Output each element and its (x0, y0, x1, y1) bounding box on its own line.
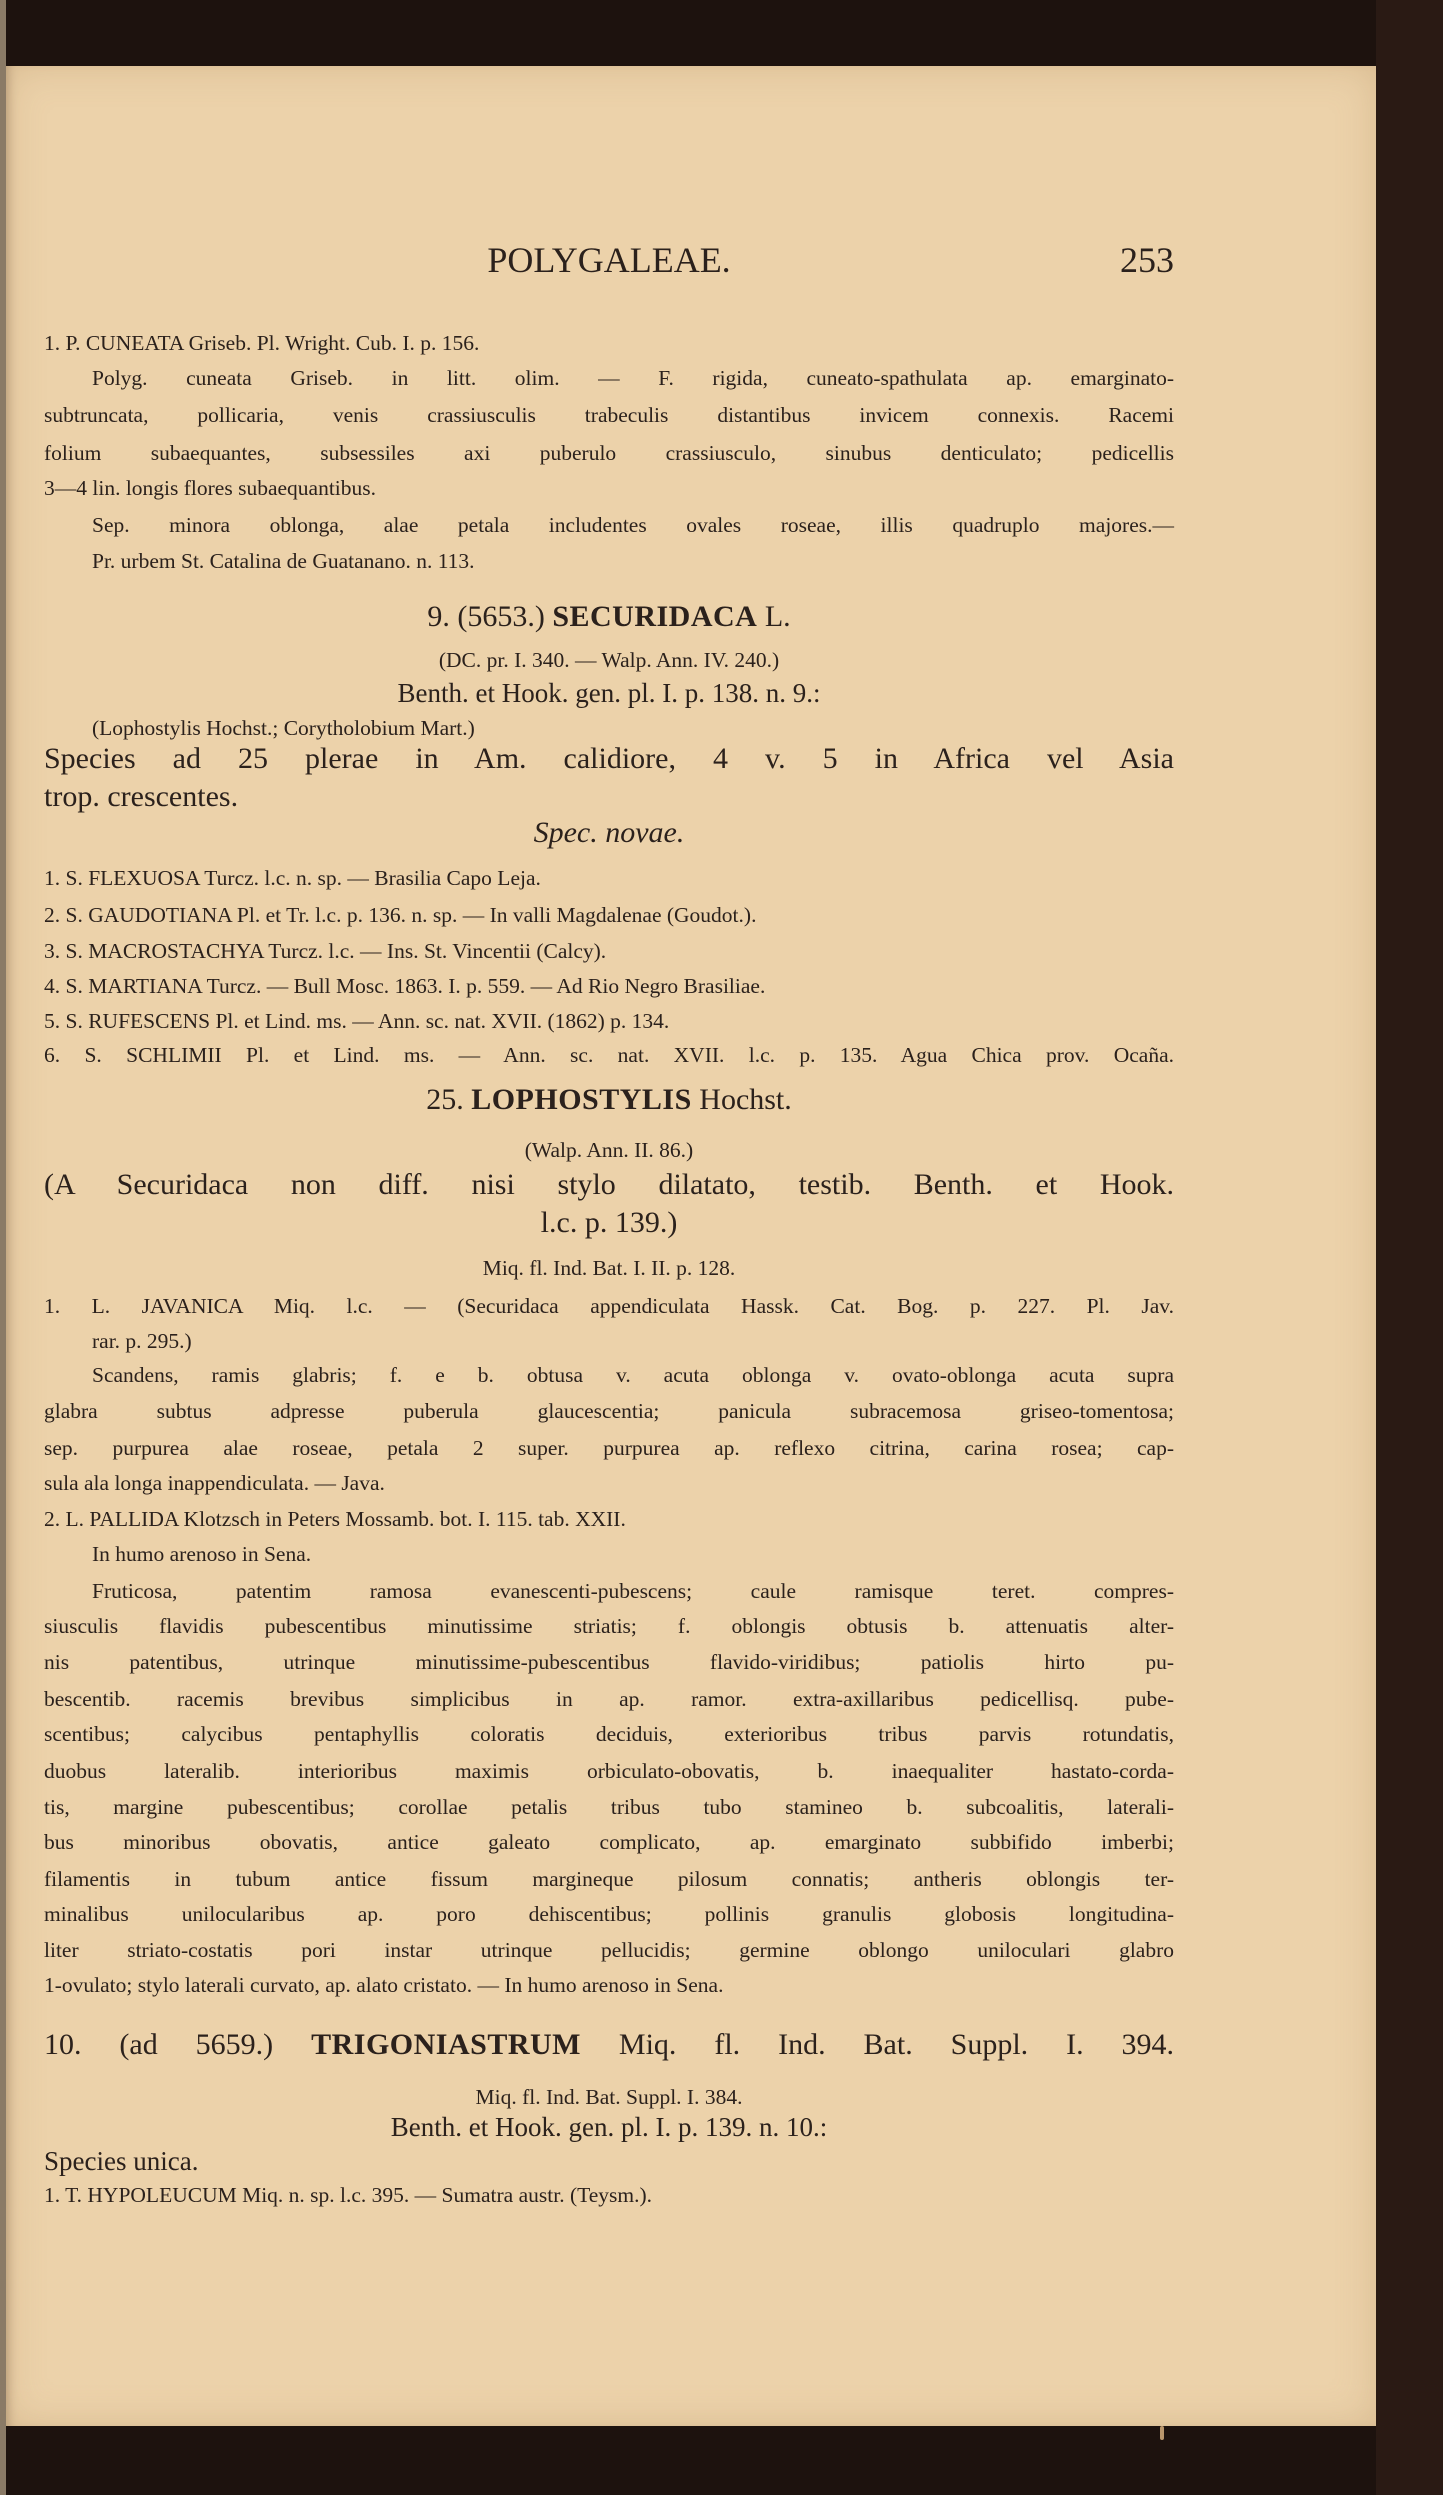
page-number: 253 (1120, 240, 1174, 280)
text-line: duobus lateralib. interioribus maximis orbiculato-obovatis, b. inaequaliter hastato-corda- (44, 1759, 1174, 1783)
text-line: Spec. novae. (533, 816, 685, 849)
text-line: (Walp. Ann. II. 86.) (524, 1138, 694, 1162)
text-line: Scandens, ramis glabris; f. e b. obtusa v. acuta oblonga v. ovato-oblonga acuta supra (92, 1363, 1174, 1387)
text-line: bus minoribus obovatis, antice galeato complicato, ap. emarginato subbifido imberbi; (44, 1830, 1174, 1854)
genus-name: LOPHOSTYLIS (471, 1083, 692, 1116)
heading-part: L. (757, 600, 791, 633)
text-line: 5. S. RUFESCENS Pl. et Lind. ms. — Ann. sc. nat. XVII. (1862) p. 134. (44, 1009, 670, 1033)
text-line: 1. P. CUNEATA Griseb. Pl. Wright. Cub. I. p. 156. (44, 331, 480, 355)
text-line: Miq. fl. Ind. Bat. Suppl. I. 384. (475, 2085, 743, 2109)
running-title: POLYGALEAE. (487, 240, 731, 280)
text-line: 3—4 lin. longis flores subaequantibus. (44, 476, 377, 500)
text-line: 1. T. HYPOLEUCUM Miq. n. sp. l.c. 395. — Sumatra austr. (Teysm.). (44, 2183, 653, 2207)
text-line: 3. S. MACROSTACHYA Turcz. l.c. — Ins. St. Vincentii (Calcy). (44, 939, 607, 963)
text-line: filamentis in tubum antice fissum margineque pilosum connatis; antheris oblongis ter- (44, 1867, 1174, 1891)
genus-name: SECURIDACA (552, 600, 758, 633)
text-line: Species ad 25 plerae in Am. calidiore, 4 v. 5 in Africa vel Asia (44, 742, 1174, 775)
text-line: Pr. urbem St. Catalina de Guatanano. n. 113. (92, 549, 475, 573)
text-line: glabra subtus adpresse puberula glaucescentia; panicula subracemosa griseo-tomentosa; (44, 1399, 1174, 1423)
text-line: In humo arenoso in Sena. (92, 1542, 312, 1566)
text-line: 4. S. MARTIANA Turcz. — Bull Mosc. 1863. I. p. 559. — Ad Rio Negro Brasiliae. (44, 974, 766, 998)
text-line: sep. purpurea alae roseae, petala 2 super. purpurea ap. reflexo citrina, carina rosea; cap- (44, 1436, 1174, 1460)
text-line: rar. p. 295.) (92, 1329, 192, 1353)
text-line: Sep. minora oblonga, alae petala includentes ovales roseae, illis quadruplo majores.— (92, 513, 1174, 537)
text-line: subtruncata, pollicaria, venis crassiusculis trabeculis distantibus invicem connexis. Racemi (44, 403, 1174, 427)
heading-part: Miq. fl. Ind. Bat. Suppl. I. 394. (580, 2028, 1175, 2061)
text-line: 6. S. SCHLIMII Pl. et Lind. ms. — Ann. sc. nat. XVII. l.c. p. 135. Agua Chica prov. Ocaña. (44, 1043, 1174, 1067)
heading-part: 9. (5653.) (427, 600, 553, 633)
text-line: Fruticosa, patentim ramosa evanescenti-pubescens; caule ramisque teret. compres- (92, 1579, 1174, 1603)
text-line: Benth. et Hook. gen. pl. I. p. 138. n. 9.: (397, 678, 821, 708)
text-line: Polyg. cuneata Griseb. in litt. olim. — F. rigida, cuneato-spathulata ap. emarginato- (92, 366, 1174, 390)
text-line: (DC. pr. I. 340. — Walp. Ann. IV. 240.) (438, 648, 780, 672)
heading-part: 10. (ad 5659.) (44, 2028, 312, 2061)
text-line: trop. crescentes. (44, 780, 239, 813)
book-page (6, 66, 1376, 2426)
heading-part: 25. (426, 1083, 472, 1116)
text-line: l.c. p. 139.) (540, 1206, 678, 1239)
text-line: 2. S. GAUDOTIANA Pl. et Tr. l.c. p. 136. n. sp. — In valli Magdalenae (Goudot.). (44, 903, 757, 927)
text-line: Miq. fl. Ind. Bat. I. II. p. 128. (482, 1256, 736, 1280)
text-line: 1-ovulato; stylo laterali curvato, ap. alato cristato. — In humo arenoso in Sena. (44, 1973, 724, 1997)
text-line: 1. L. JAVANICA Miq. l.c. — (Securidaca appendiculata Hassk. Cat. Bog. p. 227. Pl. Jav. (44, 1294, 1174, 1318)
text-line: (A Securidaca non diff. nisi stylo dilatato, testib. Benth. et Hook. (44, 1168, 1174, 1201)
text-line: Species unica. (44, 2146, 199, 2176)
genus-heading (44, 2026, 1174, 2064)
text-line: minalibus unilocularibus ap. poro dehiscentibus; pollinis granulis globosis longitudina- (44, 1902, 1174, 1926)
text-line: siusculis flavidis pubescentibus minutissime striatis; f. oblongis obtusis b. attenuatis alter- (44, 1614, 1174, 1638)
text-line: (Lophostylis Hochst.; Corytholobium Mart.) (92, 716, 475, 740)
text-line: tis, margine pubescentibus; corollae petalis tribus tubo stamineo b. subcoalitis, laterali- (44, 1795, 1174, 1819)
text-line: 2. L. PALLIDA Klotzsch in Peters Mossamb. bot. I. 115. tab. XXII. (44, 1507, 626, 1531)
genus-name: TRIGONIASTRUM (311, 2028, 581, 2061)
text-line: liter striato-costatis pori instar utrinque pellucidis; germine oblongo uniloculari glabro (44, 1938, 1174, 1962)
genus-heading (44, 598, 1174, 636)
text-line: scentibus; calycibus pentaphyllis coloratis deciduis, exterioribus tribus parvis rotundatis, (44, 1722, 1174, 1746)
heading-part: Hochst. (691, 1083, 792, 1116)
genus-heading (44, 1081, 1174, 1119)
text-line: folium subaequantes, subsessiles axi puberulo crassiusculo, sinubus denticulato; pedicellis (44, 441, 1174, 465)
text-line: nis patentibus, utrinque minutissime-pubescentibus flavido-viridibus; patiolis hirto pu- (44, 1650, 1174, 1674)
scan-background-edge (1376, 0, 1443, 2495)
text-line: 1. S. FLEXUOSA Turcz. l.c. n. sp. — Brasilia Capo Leja. (44, 866, 541, 890)
text-line: Benth. et Hook. gen. pl. I. p. 139. n. 10.: (390, 2112, 828, 2142)
paper-stain (1160, 2426, 1164, 2440)
text-line: sula ala longa inappendiculata. — Java. (44, 1471, 385, 1495)
text-line: bescentib. racemis brevibus simplicibus in ap. ramor. extra-axillaribus pedicellisq. pube- (44, 1687, 1174, 1711)
